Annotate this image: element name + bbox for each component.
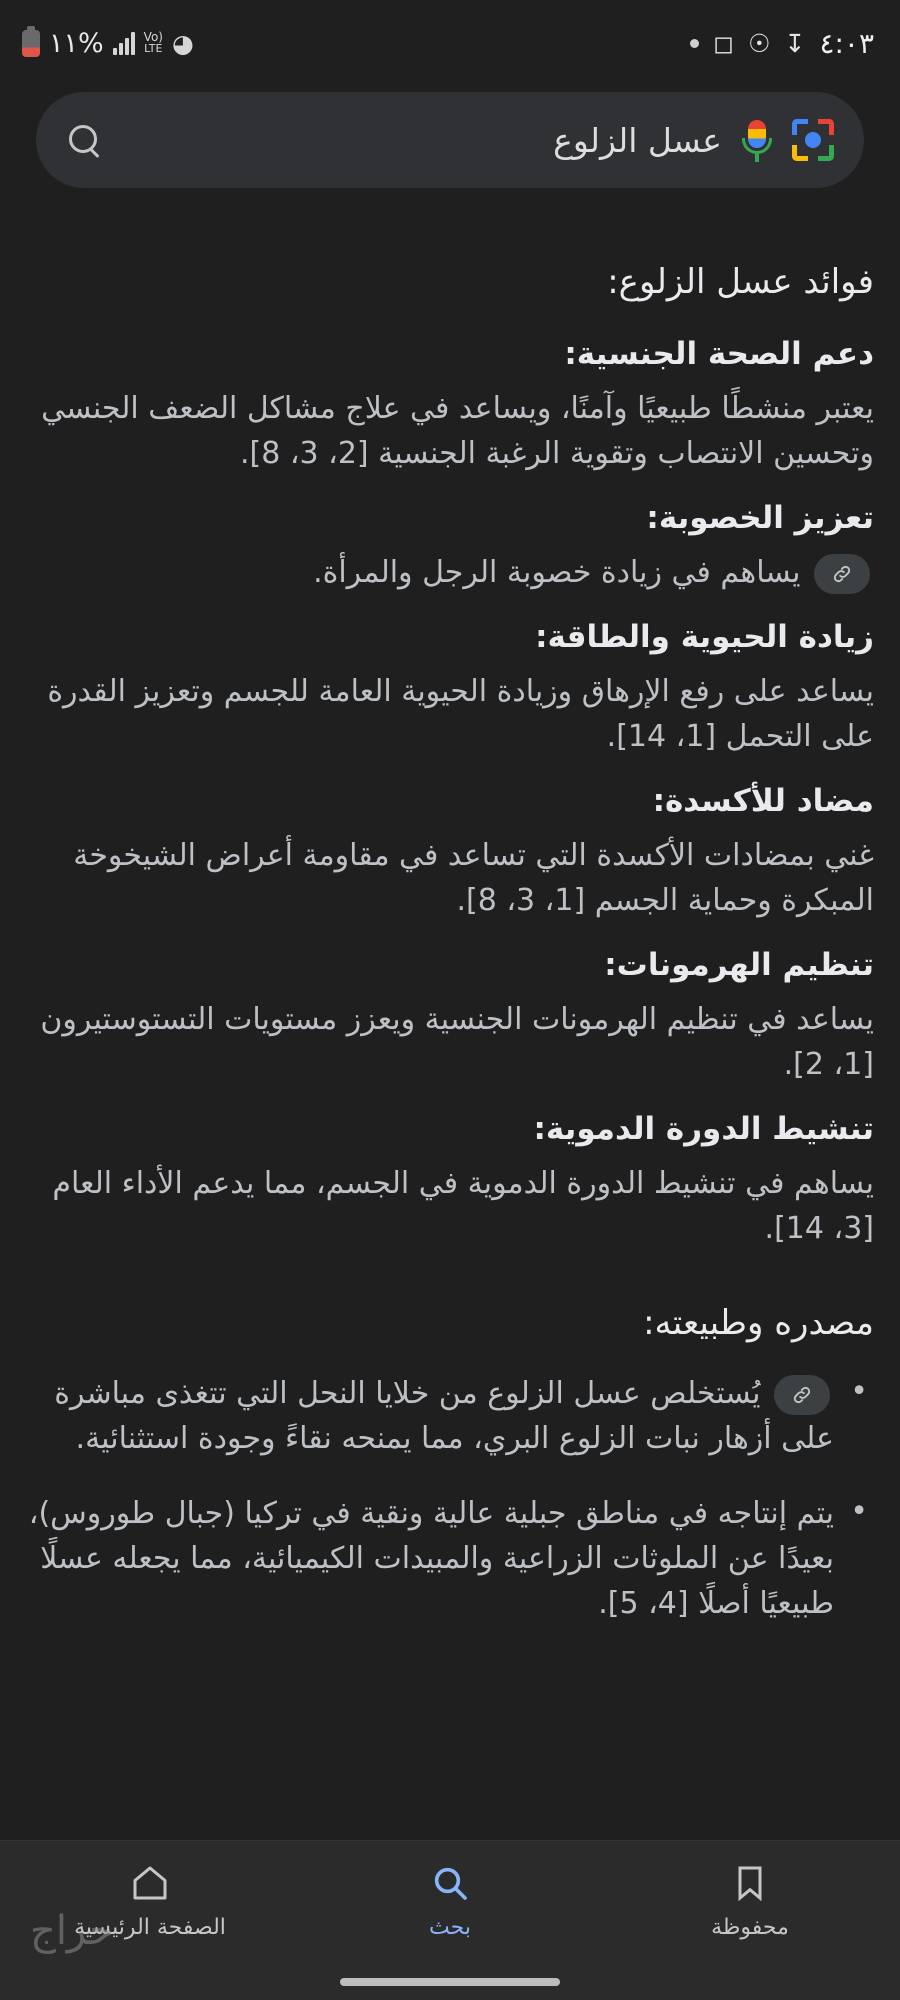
search-bar[interactable] [36, 92, 864, 188]
section-body: يساهم في تنشيط الدورة الدموية في الجسم، مما يدعم الأداء العام [3، 14]. [52, 1166, 874, 1246]
search-icon[interactable] [66, 122, 102, 158]
section-heading: دعم الصحة الجنسية: [564, 336, 874, 372]
battery-percent-label: ١١% [49, 27, 104, 59]
search-input[interactable]: عسل الزلوع [553, 120, 722, 160]
section-body: يساعد على رفع الإرهاق وزيادة الحيوية العامة للجسم وتعزيز القدرة على التحمل [1، 14]. [47, 674, 874, 754]
watermark: حراج [30, 1908, 114, 1954]
link-icon[interactable] [774, 1375, 830, 1415]
signal-icon [113, 31, 135, 55]
link-icon[interactable] [814, 554, 870, 594]
nav-item-label: محفوظة [711, 1915, 789, 1940]
search-bar-container [0, 86, 900, 188]
whatsapp-icon: ☉ [748, 28, 771, 58]
page-title: فوائد عسل الزلوع: [607, 262, 874, 302]
instagram-icon: ◻ [713, 28, 735, 58]
section-heading: مضاد للأكسدة: [652, 783, 874, 819]
section-heading: تنظيم الهرمونات: [604, 947, 874, 983]
nav-item-search[interactable] [300, 1863, 600, 1940]
section-heading: زيادة الحيوية والطاقة: [535, 619, 874, 655]
microphone-icon[interactable] [740, 116, 774, 164]
list-item-text: يُستخلص عسل الزلوع من خلايا النحل التي تتغذى مباشرة على أزهار نبات الزلوع البري، مما يمنحه نقاءً وجودة استثنائية. [54, 1376, 834, 1456]
section-heading: تعزيز الخصوبة: [646, 500, 874, 536]
status-bar-left [22, 28, 194, 59]
list-item-text: يتم إنتاجه في مناطق جبلية عالية ونقية في تركيا (جبال طوروس)، بعيدًا عن الملوثات الزراعية والمبيدات الكيميائية، مما يجعله عسلًا طبيعيًا أصلًا [4، 5]. [28, 1496, 834, 1621]
section-heading: تنشيط الدورة الدموية: [533, 1111, 874, 1147]
status-bar-right [690, 27, 874, 60]
volte-icon [144, 32, 163, 54]
volte-top-label: Vo) [143, 30, 163, 44]
nav-item-label: الصفحة الرئيسية [74, 1915, 226, 1940]
google-lens-icon[interactable] [792, 119, 834, 161]
nav-item-bookmarks[interactable] [600, 1863, 900, 1940]
search-icon [430, 1863, 470, 1903]
wifi-icon: ◕ [171, 28, 194, 58]
article-content [0, 222, 900, 1840]
section-antioxidant [26, 783, 874, 923]
subsection-title: مصدره وطبيعته: [643, 1303, 874, 1343]
download-icon: ↧ [784, 28, 806, 58]
section-body-text: يساهم في زيادة خصوبة الرجل والمرأة. [313, 555, 801, 590]
section-vitality [26, 619, 874, 759]
section-circulation [26, 1111, 874, 1251]
list-item [26, 1371, 874, 1461]
bottom-navigation [0, 1840, 900, 2000]
section-body: غني بمضادات الأكسدة التي تساعد في مقاومة أعراض الشيخوخة المبكرة وحماية الجسم [1، 3، 8]. [73, 838, 874, 918]
section-body: يعتبر منشطًا طبيعيًا وآمنًا، ويساعد في علاج مشاكل الضعف الجنسي وتحسين الانتصاب وتقوية الرغبة الجنسية [2، 3، 8]. [41, 391, 874, 471]
status-bar-clock: ٤:٠٣ [819, 26, 874, 60]
section-hormones [26, 947, 874, 1087]
volte-sub-label: LTE [144, 42, 163, 55]
list-item [26, 1491, 874, 1626]
section-body [26, 550, 874, 595]
battery-icon [22, 30, 40, 57]
section-sexual-health [26, 336, 874, 476]
section-fertility [26, 500, 874, 595]
status-bar [0, 0, 900, 86]
home-icon [130, 1863, 170, 1903]
bullet-list [26, 1371, 874, 1626]
recording-dot-icon [690, 39, 699, 48]
bookmark-icon [730, 1863, 770, 1903]
section-body: يساعد في تنظيم الهرمونات الجنسية ويعزز مستويات التستوستيرون [1، 2]. [40, 1002, 874, 1082]
home-indicator[interactable] [340, 1978, 560, 1986]
nav-item-label: بحث [429, 1915, 471, 1940]
